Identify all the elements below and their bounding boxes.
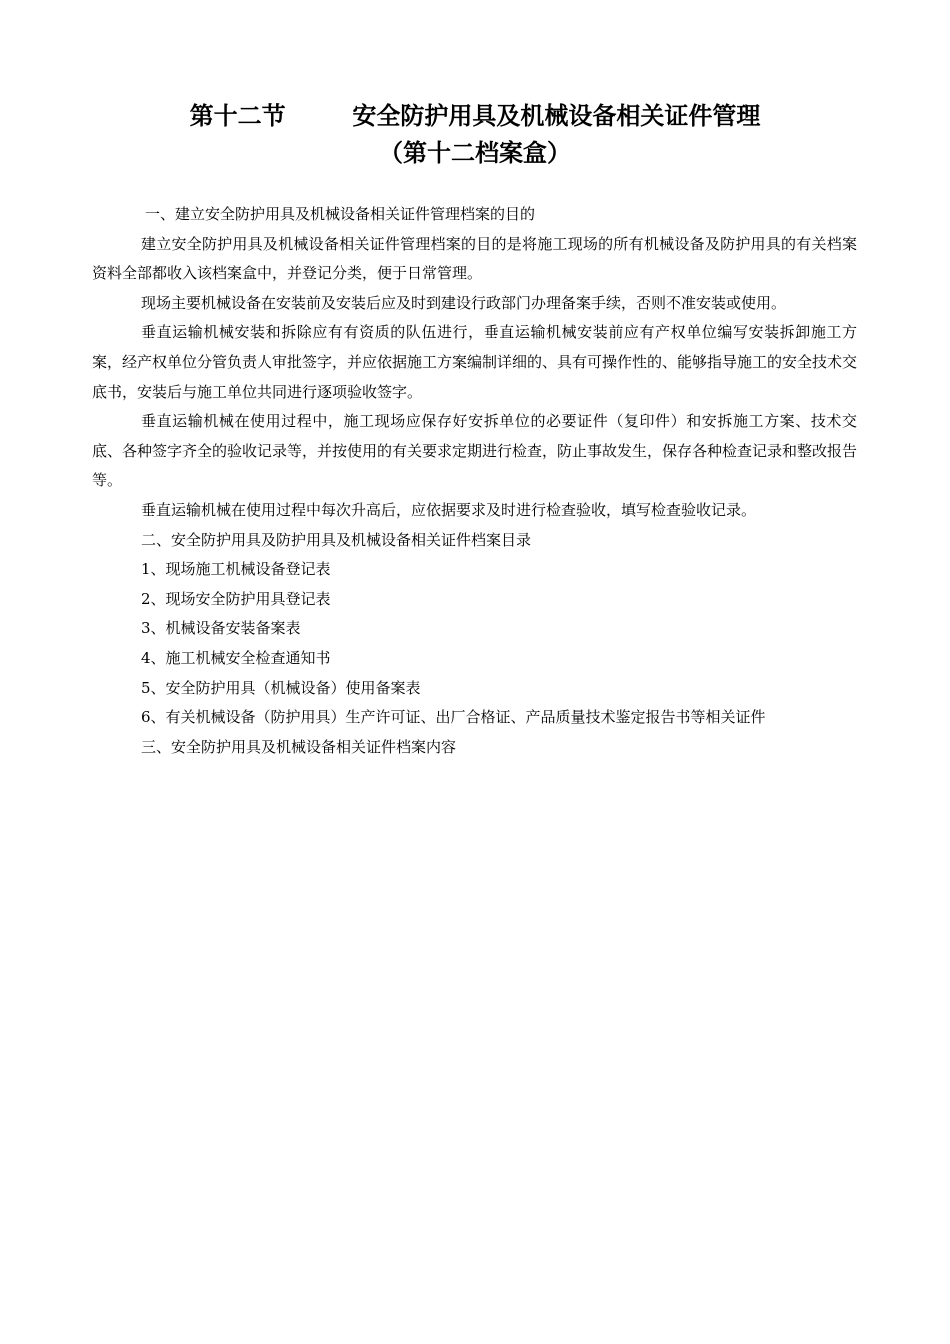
paragraph-registration: 现场主要机械设备在安装前及安装后应及时到建设行政部门办理备案手续，否则不准安装或使用。 xyxy=(141,293,787,312)
body-text xyxy=(92,200,857,762)
section-title: 第十二节 安全防护用具及机械设备相关证件管理 xyxy=(189,102,761,130)
title-block xyxy=(0,98,950,171)
list-item: 3、机械设备安装备案表 xyxy=(141,619,301,638)
heading-contents: 三、安全防护用具及机械设备相关证件档案内容 xyxy=(141,737,457,756)
list-item: 4、施工机械安全检查通知书 xyxy=(141,648,331,667)
paragraph-inspection: 垂直运输机械在使用过程中每次升高后，应依据要求及时进行检查验收，填写检查验收记录。 xyxy=(141,500,757,519)
list-item: 6、有关机械设备（防护用具）生产许可证、出厂合格证、产品质量技术鉴定报告书等相关证件 xyxy=(141,708,766,727)
list-item: 5、安全防护用具（机械设备）使用备案表 xyxy=(141,678,421,697)
paragraph-installation: 垂直运输机械安装和拆除应有有资质的队伍进行，垂直运输机械安装前应有产权单位编写安装拆卸施工方案，经产权单位分管负责人审批签字，并应依据施工方案编制详细的、具有可操作性的、能够指导施工的安全技术交底书，安装后与施工单位共同进行逐项验收签字。 xyxy=(92,323,858,401)
list-item: 2、现场安全防护用具登记表 xyxy=(141,589,331,608)
heading-catalog: 二、安全防护用具及防护用具及机械设备相关证件档案目录 xyxy=(141,530,532,549)
archive-box-subtitle: （第十二档案盒） xyxy=(379,139,571,167)
paragraph-purpose: 建立安全防护用具及机械设备相关证件管理档案的目的是将施工现场的所有机械设备及防护用具的有关档案资料全部都收入该档案盒中，并登记分类，便于日常管理。 xyxy=(92,234,857,283)
heading-purpose: 一、建立安全防护用具及机械设备相关证件管理档案的目的 xyxy=(145,205,536,223)
list-item: 1、现场施工机械设备登记表 xyxy=(141,560,331,579)
paragraph-usage: 垂直运输机械在使用过程中，施工现场应保存好安拆单位的必要证件（复印件）和安拆施工方案、技术交底、各种签字齐全的验收记录等，并按使用的有关要求定期进行检查，防止事故发生，保存各种检查记录和整改报告等。 xyxy=(92,412,858,490)
